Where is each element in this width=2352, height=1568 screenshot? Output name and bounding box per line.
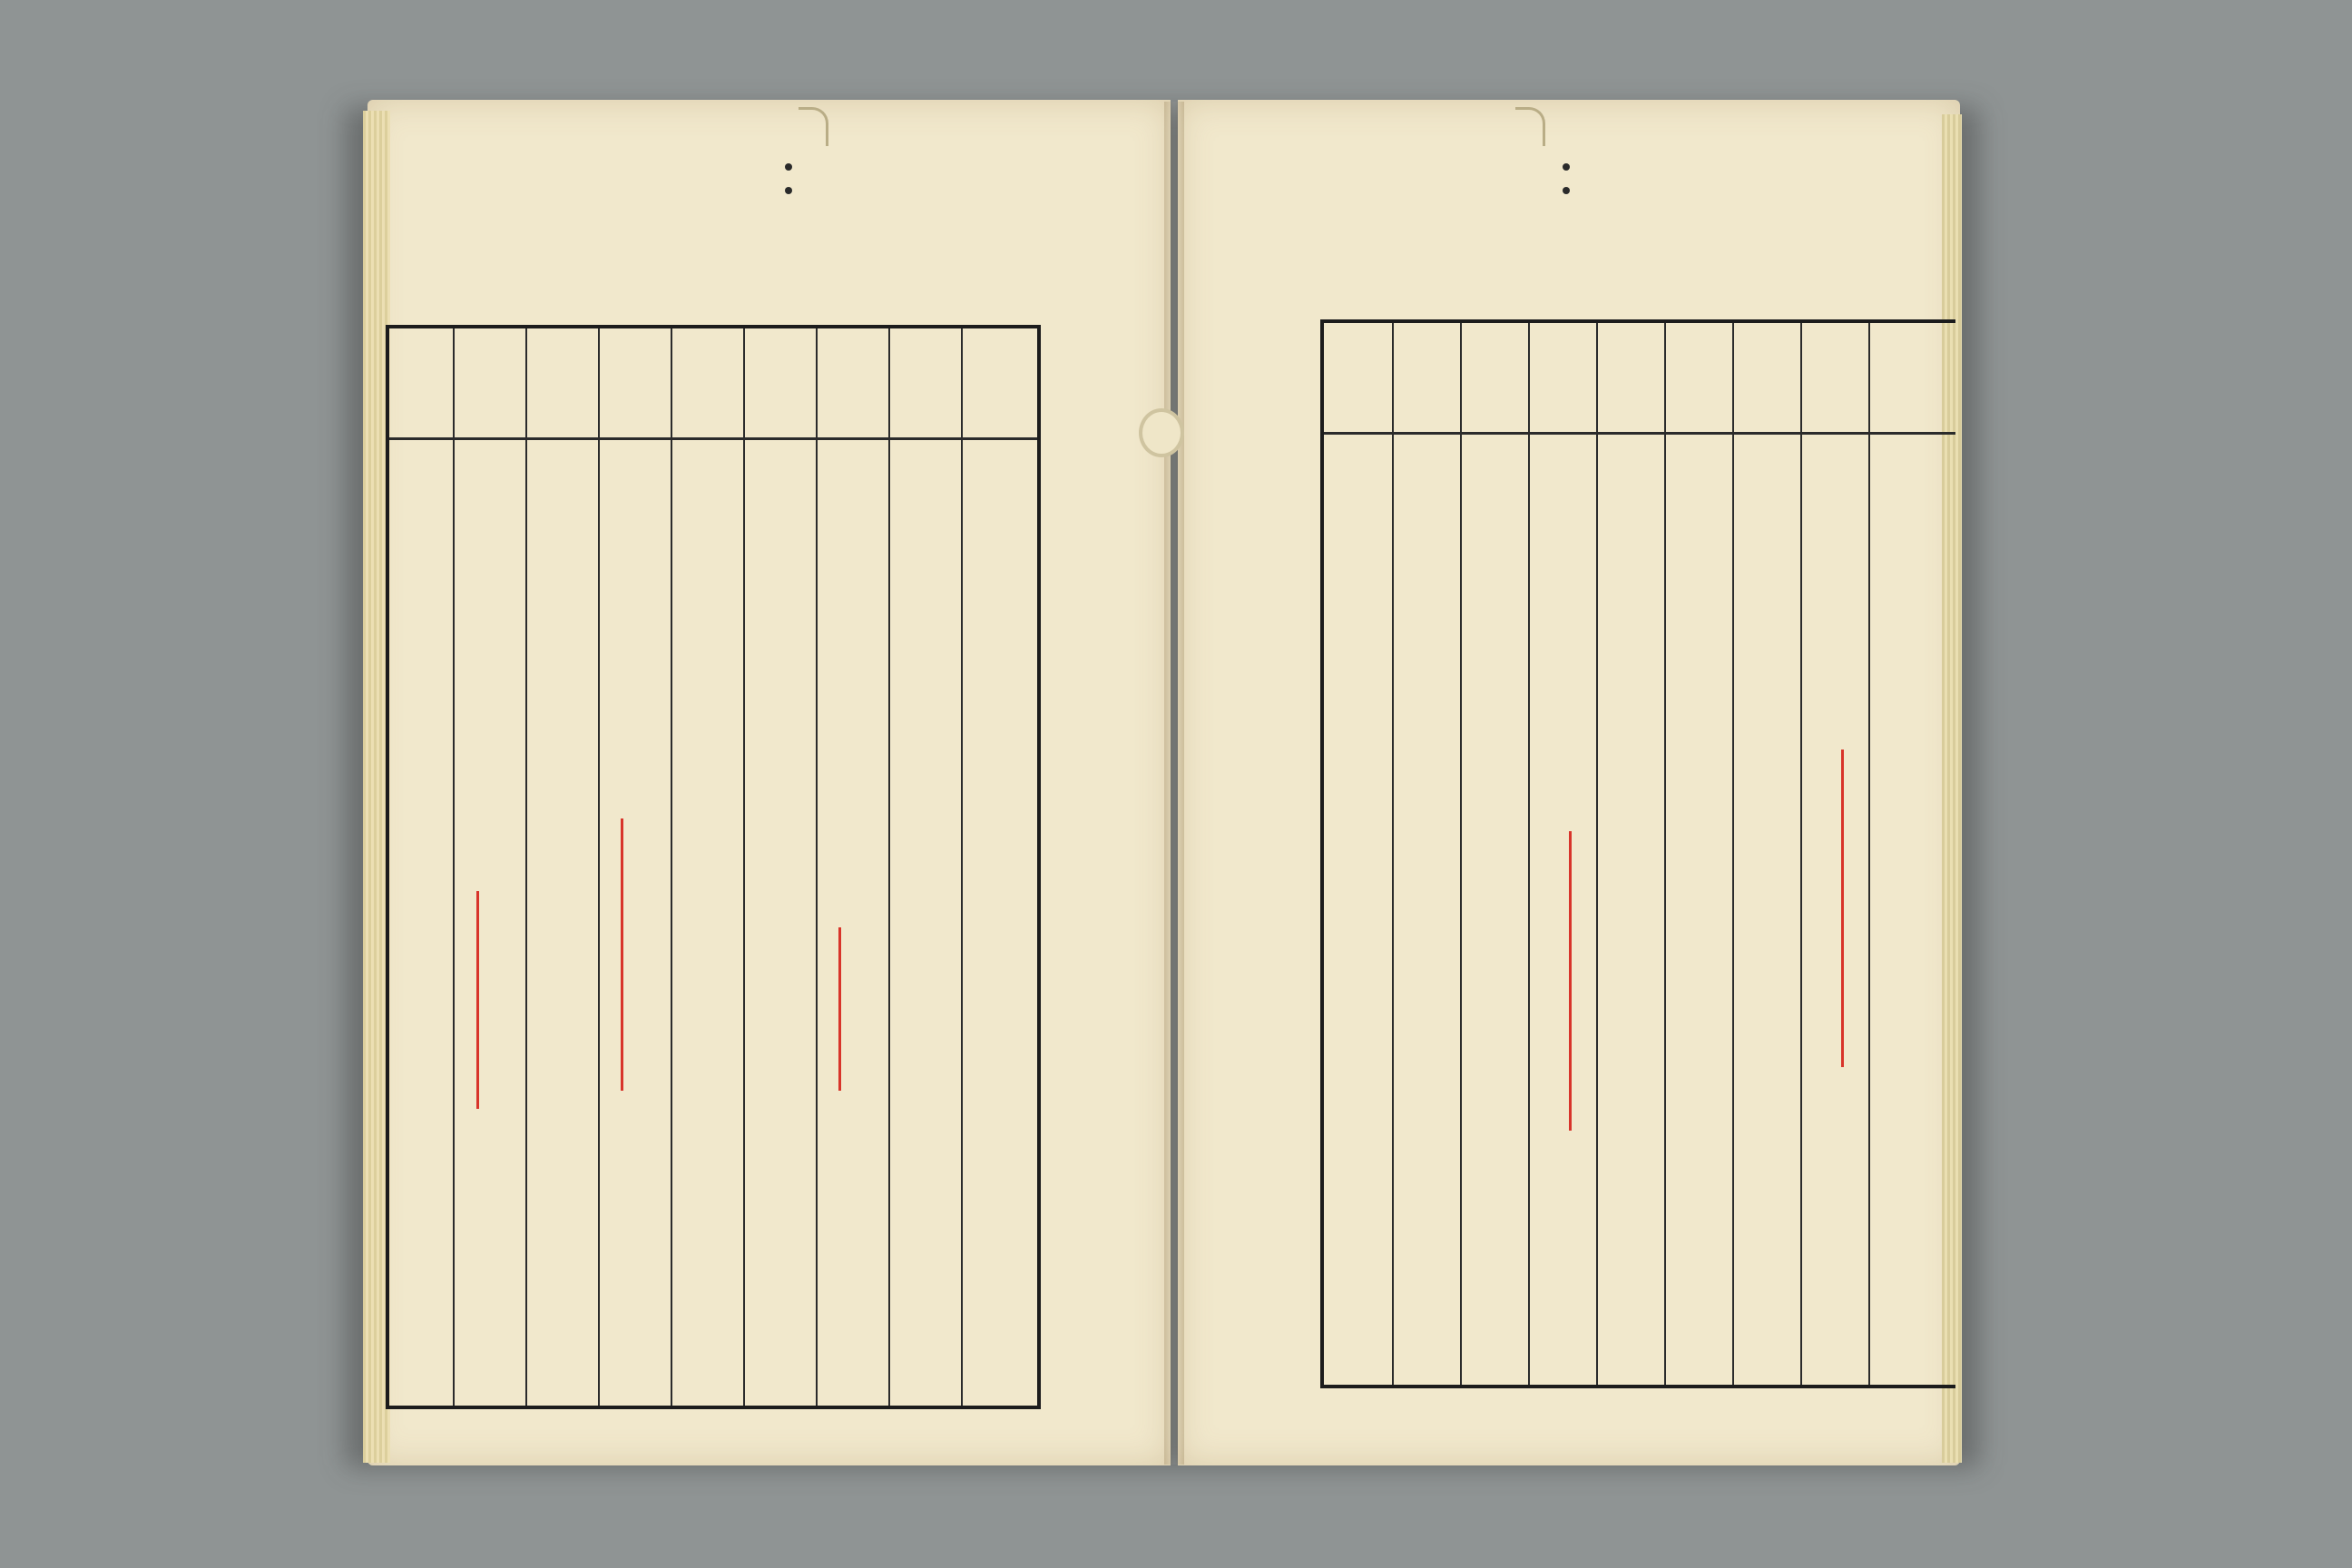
- column-rule: [1800, 323, 1802, 1385]
- column-rule: [1732, 323, 1734, 1385]
- column-rule: [598, 328, 600, 1406]
- red-annotation-mark: [621, 818, 623, 1091]
- column-rule: [1664, 323, 1666, 1385]
- red-annotation-mark: [476, 891, 479, 1109]
- red-annotation-mark: [1569, 831, 1572, 1131]
- column-rule: [1392, 323, 1394, 1385]
- stitch-hole: [1563, 163, 1570, 171]
- column-rule: [525, 328, 527, 1406]
- binding-knot: [1139, 408, 1184, 457]
- column-rule: [453, 328, 455, 1406]
- header-rule: [1324, 432, 1955, 435]
- column-rule: [888, 328, 890, 1406]
- left-text-frame: [386, 325, 1041, 1409]
- column-rule: [1868, 323, 1870, 1385]
- book-gutter: [1164, 102, 1184, 1465]
- stitch-hole: [1563, 187, 1570, 194]
- binding-hook: [1515, 107, 1545, 146]
- stitch-hole: [785, 187, 792, 194]
- red-annotation-mark: [838, 927, 841, 1091]
- column-rule: [1528, 323, 1530, 1385]
- column-rule: [743, 328, 745, 1406]
- column-rule: [1596, 323, 1598, 1385]
- right-text-frame: [1320, 319, 1955, 1388]
- red-annotation-mark: [1841, 750, 1844, 1067]
- column-rule: [671, 328, 672, 1406]
- column-rule: [816, 328, 818, 1406]
- header-rule: [389, 437, 1037, 440]
- column-rule: [961, 328, 963, 1406]
- stitch-hole: [785, 163, 792, 171]
- binding-hook: [799, 107, 828, 146]
- column-rule: [1460, 323, 1462, 1385]
